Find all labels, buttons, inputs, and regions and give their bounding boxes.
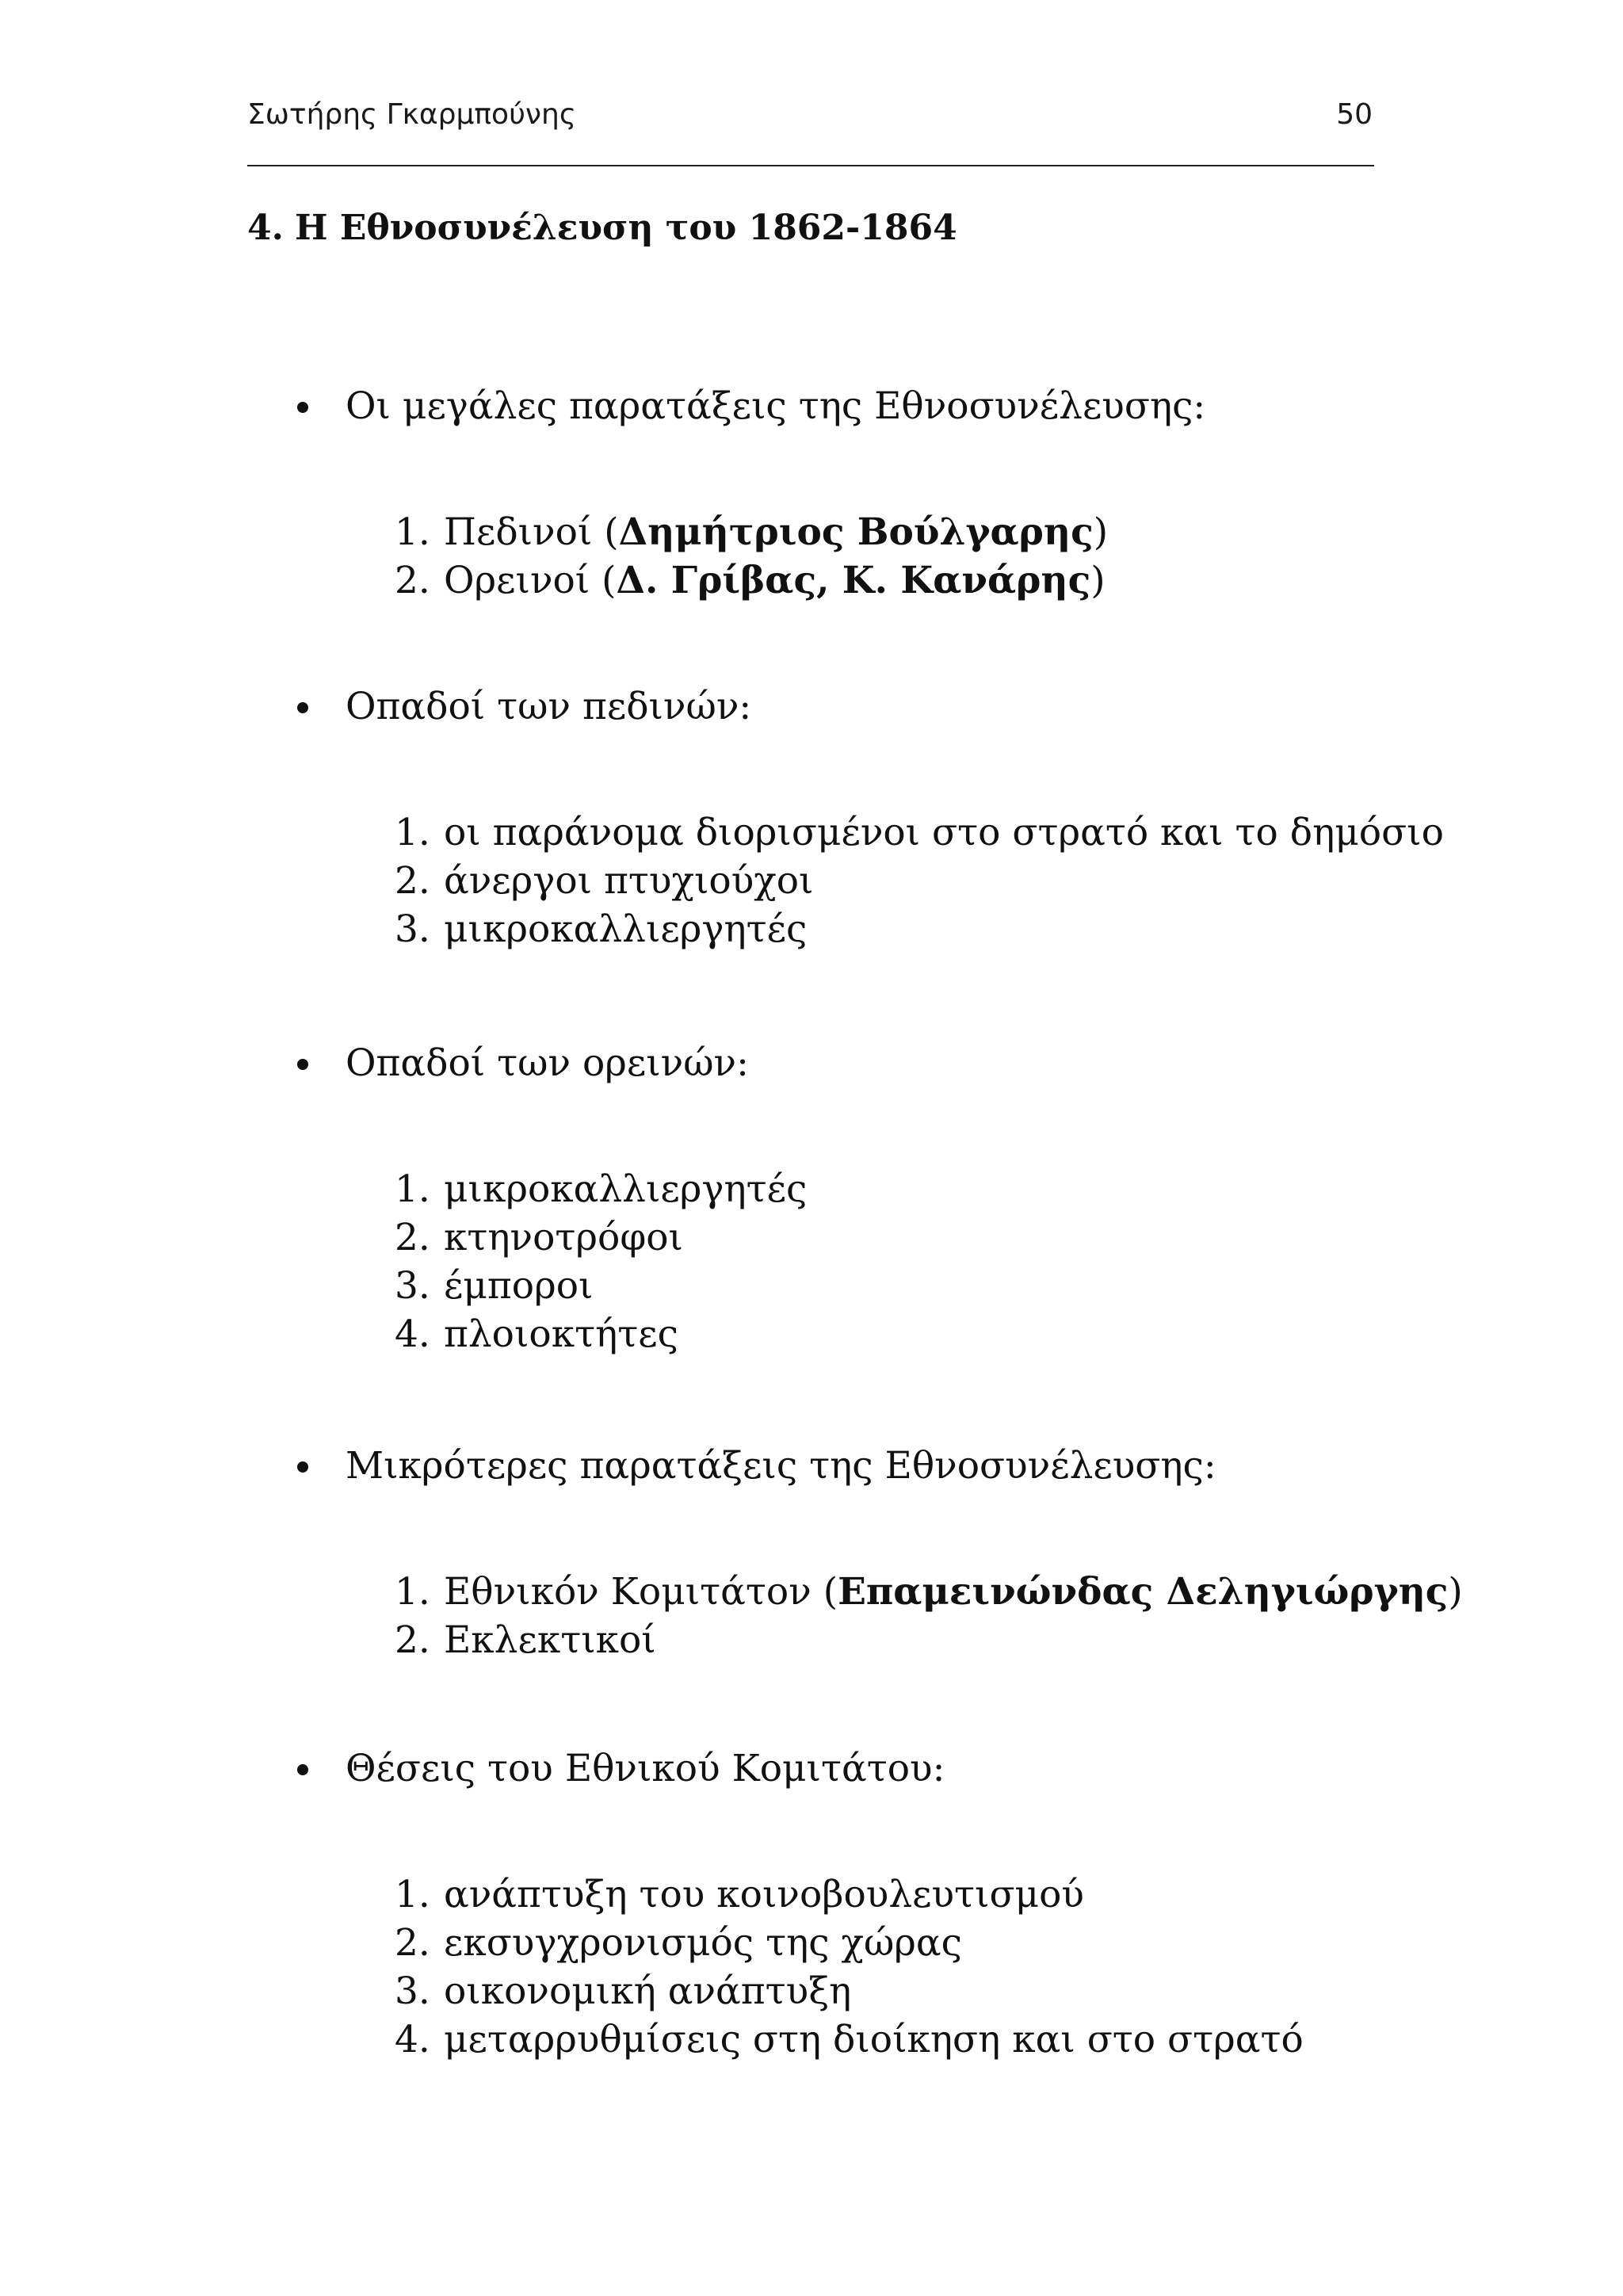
section-title xyxy=(247,208,957,248)
list-item-number: 2. xyxy=(395,1921,430,1965)
list-item-text xyxy=(444,1568,1463,1616)
bullet-item xyxy=(293,1442,1482,1490)
list-item-text-plain: Πεδινοί ( xyxy=(444,510,619,554)
bullet-icon xyxy=(297,402,308,413)
list-item xyxy=(293,857,1482,905)
bullet-block xyxy=(293,1040,1482,1358)
list-item-text-plain: Εθνικόν Κομιτάτον ( xyxy=(444,1570,838,1614)
list-item xyxy=(293,808,1482,857)
bullet-block xyxy=(293,1745,1482,2064)
bullet-icon xyxy=(297,702,308,713)
numbered-list xyxy=(293,1568,1482,1664)
bullet-text: Οπαδοί των ορεινών: xyxy=(346,1041,749,1085)
list-item-text-bold: Δ. Γρίβας, Κ. Κανάρης xyxy=(616,559,1091,602)
list-item-text: οικονομική ανάπτυξη xyxy=(444,1969,852,2013)
bullet-item xyxy=(293,1745,1482,1793)
page-header xyxy=(247,94,1373,141)
bullet-icon xyxy=(297,1461,308,1473)
list-item-number: 4. xyxy=(395,1312,430,1356)
header-page-number: 50 xyxy=(1336,98,1373,131)
list-item-number: 1. xyxy=(395,811,430,854)
list-item-number: 3. xyxy=(395,907,430,951)
list-item-text: ανάπτυξη του κοινοβουλευτισμού xyxy=(444,1873,1084,1916)
list-item-number: 2. xyxy=(395,859,430,903)
list-item-text-bold: Επαμεινώνδας Δεληγιώργης xyxy=(838,1570,1449,1614)
list-item-text xyxy=(444,508,1108,556)
list-item xyxy=(293,1870,1482,1919)
list-item-number: 2. xyxy=(395,1618,430,1662)
bullet-block xyxy=(293,383,1482,605)
list-item xyxy=(293,1213,1482,1262)
bullet-block xyxy=(293,683,1482,953)
list-item-text: μικροκαλλιεργητές xyxy=(444,907,808,951)
list-item xyxy=(293,1616,1482,1664)
list-item-text: εκσυγχρονισμός της χώρας xyxy=(444,1921,962,1965)
list-item-text: άνεργοι πτυχιούχοι xyxy=(444,859,814,903)
bullet-item xyxy=(293,1040,1482,1087)
bullet-text: Μικρότερες παρατάξεις της Εθνοσυνέλευσης: xyxy=(346,1444,1216,1488)
list-item xyxy=(293,1310,1482,1358)
bullet-text: Οι μεγάλες παρατάξεις της Εθνοσυνέλευσης: xyxy=(346,384,1206,428)
list-item-text xyxy=(444,556,1106,605)
list-item-text: έμποροι xyxy=(444,1264,594,1308)
list-item-text-plain: ) xyxy=(1093,510,1109,554)
list-item-text: οι παράνομα διορισμένοι στο στρατό και το δημόσιο xyxy=(444,811,1444,854)
bullet-item xyxy=(293,383,1482,430)
bullet-item xyxy=(293,683,1482,731)
list-item-text: πλοιοκτήτες xyxy=(444,1312,678,1356)
bullet-text: Θέσεις του Εθνικού Κομιτάτου: xyxy=(346,1747,945,1790)
list-item xyxy=(293,905,1482,953)
list-item-number: 1. xyxy=(395,1570,430,1614)
list-item xyxy=(293,508,1482,556)
list-item-text: κτηνοτρόφοι xyxy=(444,1216,683,1259)
list-item-number: 2. xyxy=(395,1216,430,1259)
bullet-icon xyxy=(297,1764,308,1775)
bullet-icon xyxy=(297,1059,308,1070)
list-item xyxy=(293,556,1482,605)
list-item-number: 1. xyxy=(395,1873,430,1916)
numbered-list xyxy=(293,508,1482,605)
list-item xyxy=(293,1919,1482,1967)
list-item-text: μικροκαλλιεργητές xyxy=(444,1167,808,1211)
list-item xyxy=(293,1967,1482,2015)
list-item-number: 3. xyxy=(395,1969,430,2013)
list-item xyxy=(293,1568,1482,1616)
list-item-number: 4. xyxy=(395,2018,430,2061)
list-item-number: 3. xyxy=(395,1264,430,1308)
list-item-number: 1. xyxy=(395,510,430,554)
list-item xyxy=(293,2015,1482,2064)
list-item-text-bold: Δημήτριος Βούλγαρης xyxy=(618,510,1094,554)
list-item-text-plain: ) xyxy=(1090,559,1106,602)
list-item-number: 2. xyxy=(395,559,430,602)
header-divider xyxy=(247,165,1374,166)
section-title-text: Η Εθνοσυνέλευση του 1862-1864 xyxy=(295,208,957,248)
list-item xyxy=(293,1262,1482,1310)
bullet-block xyxy=(293,1442,1482,1664)
list-item-text: μεταρρυθμίσεις στη διοίκηση και στο στρατό xyxy=(444,2018,1304,2061)
numbered-list xyxy=(293,1165,1482,1358)
list-item-number: 1. xyxy=(395,1167,430,1211)
list-item-text-plain: Ορεινοί ( xyxy=(444,559,617,602)
section-number: 4. xyxy=(247,208,284,248)
numbered-list xyxy=(293,1870,1482,2064)
numbered-list xyxy=(293,808,1482,953)
list-item-text: Εκλεκτικοί xyxy=(444,1618,656,1662)
bullet-text: Οπαδοί των πεδινών: xyxy=(346,685,752,728)
list-item-text-plain: ) xyxy=(1448,1570,1463,1614)
list-item xyxy=(293,1165,1482,1213)
header-author: Σωτήρης Γκαρμπούνης xyxy=(247,98,576,131)
